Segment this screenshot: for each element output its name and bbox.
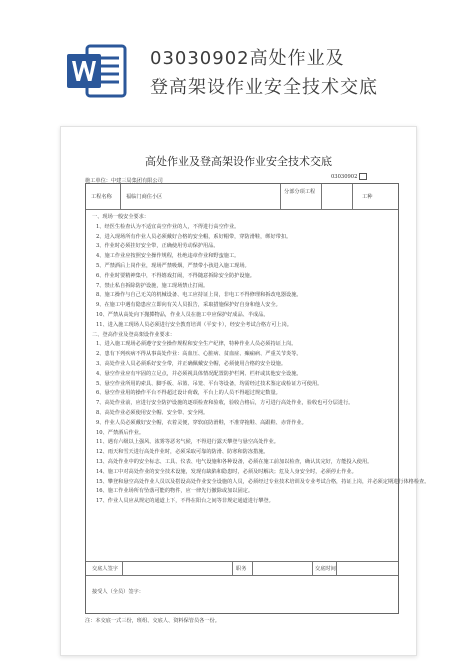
list-item: 16、施工作业场所有坠落可能的物件，应一律先行撤除或加以固定。 [96,488,254,495]
list-item: 10、严禁酒后作业。 [96,429,145,436]
org-label: 施工单位： [85,178,111,184]
list-item: 1、进入施工现场必须遵守安全操作规程和安全生产纪律，特种作业人员必须持证上岗。 [96,341,297,348]
list-item: 2、进入现场所有作业人员必须戴好合格的安全帽，系好帽带，穿防滑鞋，绑好带扣。 [96,233,292,240]
list-item: 14、施工中对高处作业的安全技术设施，发现有缺陷和隐患时，必须及时解决；危及人身安全时，必须停止作业。 [96,468,357,475]
list-item: 6、作业时要精神集中，不得嬉戏打闹，不得随意拆除安全防护设施。 [96,272,255,279]
list-item: 9、在施工中遇有隐患应立即向有关人员报告，采取措施保护好自身和他人安全。 [96,302,281,309]
page-title-line2: 登高架设作业安全技术交底 [150,77,378,98]
code-box [359,173,367,180]
document-preview[interactable] [60,126,430,656]
list-item: 3、作业时必须挂好安全带，正确使用劳动保护用品。 [96,243,219,250]
worktype-label: 工种 [362,194,373,200]
document-title: 高处作业及登高架设作业安全技术交底 [145,155,332,168]
list-item: 11、遇有六级以上强风、浓雾等恶劣气候，不得进行露天攀登与悬空高处作业。 [96,439,279,446]
project-label: 工程名称 [91,194,112,200]
role-label: 职务 [236,566,247,572]
word-icon [65,40,127,102]
list-item: 6、悬空作业用的操作平台不得超过设计荷载，平台上的人员不得超过规定数量。 [96,390,281,397]
footnote: 注：本交底一式三份，班组、交底人、资料保管员各一份。 [85,618,220,624]
list-item: 7、高处作业前，应进行安全防护设施的逐项检查和验收，验收合格后，方可进行高处作业，验收也可分层进行。 [96,400,354,407]
list-item: 2、患有下列疾病不得从事高处作业：高血压、心脏病、贫血症、癫痫病、严重关节炎等。 [96,351,302,358]
list-item: 17、作业人员应从规定的通道上下，不得在阳台之间等非规定通道进行攀登。 [96,498,274,505]
list-item: 10、严禁从高处向下抛掷物品，作业人员在施工中应保护好成品、半成品。 [96,311,269,318]
list-item: 8、施工操作与自己无关的机械设备、电工应持证上岗，非电工不得修理和拆改电器设施。 [96,292,302,299]
list-item: 4、悬空作业应有牢固的立足点，并必须视具体情况配置防护栏网、栏杆或其他安全设施。 [96,370,302,377]
list-item: 1、经医生检查认为不适宜高空作业的人，不得进行高空作业。 [96,223,240,230]
list-item: 7、禁止私自拆除防护设施，施工现场禁止打闹。 [96,282,209,289]
header [0,0,474,118]
code-value: 03030902 [331,173,358,180]
section-heading: 二、登高作业及登高架设作业要求： [92,331,176,338]
section-heading: 一、现场一般安全要求： [92,214,150,220]
project-value: 福临门商住小区 [126,194,163,200]
subproject-label: 分部分项工程 [284,189,316,195]
list-item: 9、作业人员必须戴好安全帽，衣着灵便，穿软底防滑鞋，不准穿拖鞋、高跟鞋、赤背作业。 [96,419,307,426]
receiver-sign-label: 接受人（全员）签字： [92,589,144,595]
list-item: 8、高处作业必须使用安全帽、安全带、安全网。 [96,409,209,416]
list-item: 3、高处作业人员必须系好安全带，并正确佩戴安全帽，必须使用合格的安全设施。 [96,360,287,367]
list-item: 5、严禁酒后上岗作业，现场严禁吸烟，严禁带小孩进入施工现场。 [96,262,250,269]
discloser-sign-label: 交底人签字 [92,566,118,572]
list-item: 15、攀登和悬空高处作业人员以及搭设高处作业安全设施的人员，必须经过专业技术培训及专业考试合格，持证上岗，并必须定期进行体格检查。 [96,478,430,485]
disclosure-content [92,213,430,507]
org-value: 中建三局集团有限公司 [110,178,163,184]
list-item: 5、悬空作业所用的索具、脚手板、吊篮、吊笼、平台等设备，均需经过技术鉴定或检证方可使用。 [96,380,323,387]
page-title-line1: 03030902高处作业及 [150,48,345,69]
disclosure-table [85,183,430,614]
time-label: 交底时间 [315,566,336,572]
list-item: 4、施工作业应按照安全操作规程，杜绝违章作业和野蛮施工。 [96,253,240,260]
list-item: 12、雨天和雪天进行高处作业时，必须采取可靠的防滑、防寒和防冻措施。 [96,449,269,456]
list-item: 13、高处作业中的安全标志、工具、仪表、电气设施和各种设备，必须在施工前加以检查，确认其完好，方能投入使用。 [96,458,373,465]
list-item: 11、进入施工现场人员必须进行安全教育培训（平安卡），经安全考试合格方可上岗。 [96,321,292,328]
document-code [331,173,367,180]
